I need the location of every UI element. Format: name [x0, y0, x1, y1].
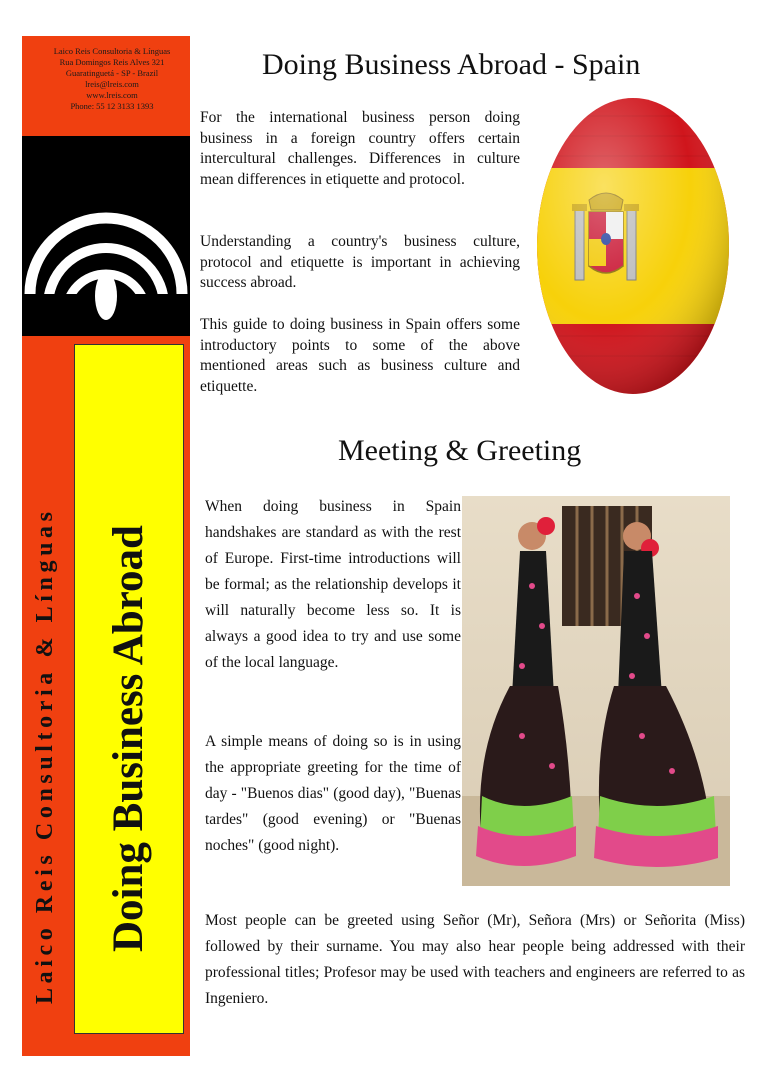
contact-address: Rua Domingos Reis Alves 321	[59, 57, 165, 67]
contact-email: lreis@lreis.com	[85, 79, 139, 89]
spain-flag-icon	[535, 96, 731, 396]
intro-paragraph-3: This guide to doing business in Spain offers some introductory points to some of the above mentioned areas such as business culture and etiquette.	[200, 316, 520, 395]
flamenco-dancers-photo	[462, 496, 730, 886]
meeting-paragraph-3: Most people can be greeted using Señor (Mr), Señora (Mrs) or Señorita (Miss) followed by their surname. You may also hear people being addressed with their professional titles; Profesor may be used with teachers and engineers are referred to as Ingeniero.	[205, 912, 745, 1007]
contact-block	[36, 46, 188, 132]
contact-company: Laico Reis Consultoria & Línguas	[53, 46, 171, 56]
contact-city: Guaratinguetá - SP - Brazil	[65, 68, 159, 78]
intro-paragraph-1: For the international business person doing business in a foreign country offers certain intercultural challenges. Differences in culture mean differences in etiquette and protocol.	[200, 109, 520, 188]
sidebar-company-name: Laico Reis Consultoria & Línguas	[32, 507, 58, 1004]
page-title: Doing Business Abroad - Spain	[262, 48, 641, 81]
meeting-paragraph-2: A simple means of doing so is in using the appropriate greeting for the time of day - "Buenos dias" (good day), "Buenas tardes" (good evening) or "Buenas noches" (good night).	[205, 733, 461, 854]
sidebar-title: Doing Business Abroad	[105, 525, 152, 952]
intro-paragraph-2: Understanding a country's business culture, protocol and etiquette is important in achieving success abroad.	[200, 233, 520, 291]
contact-phone: Phone: 55 12 3133 1393	[70, 101, 154, 111]
meeting-paragraph-1: When doing business in Spain handshakes are standard as with the rest of Europe. First-time introductions will be formal; as the relationship develops it will naturally become less so. It is always a good idea to try and use some of the local language.	[205, 498, 461, 671]
contact-website: www.lreis.com	[86, 90, 138, 100]
section-title: Meeting & Greeting	[338, 434, 582, 467]
company-logo-arcs-icon	[22, 136, 190, 336]
